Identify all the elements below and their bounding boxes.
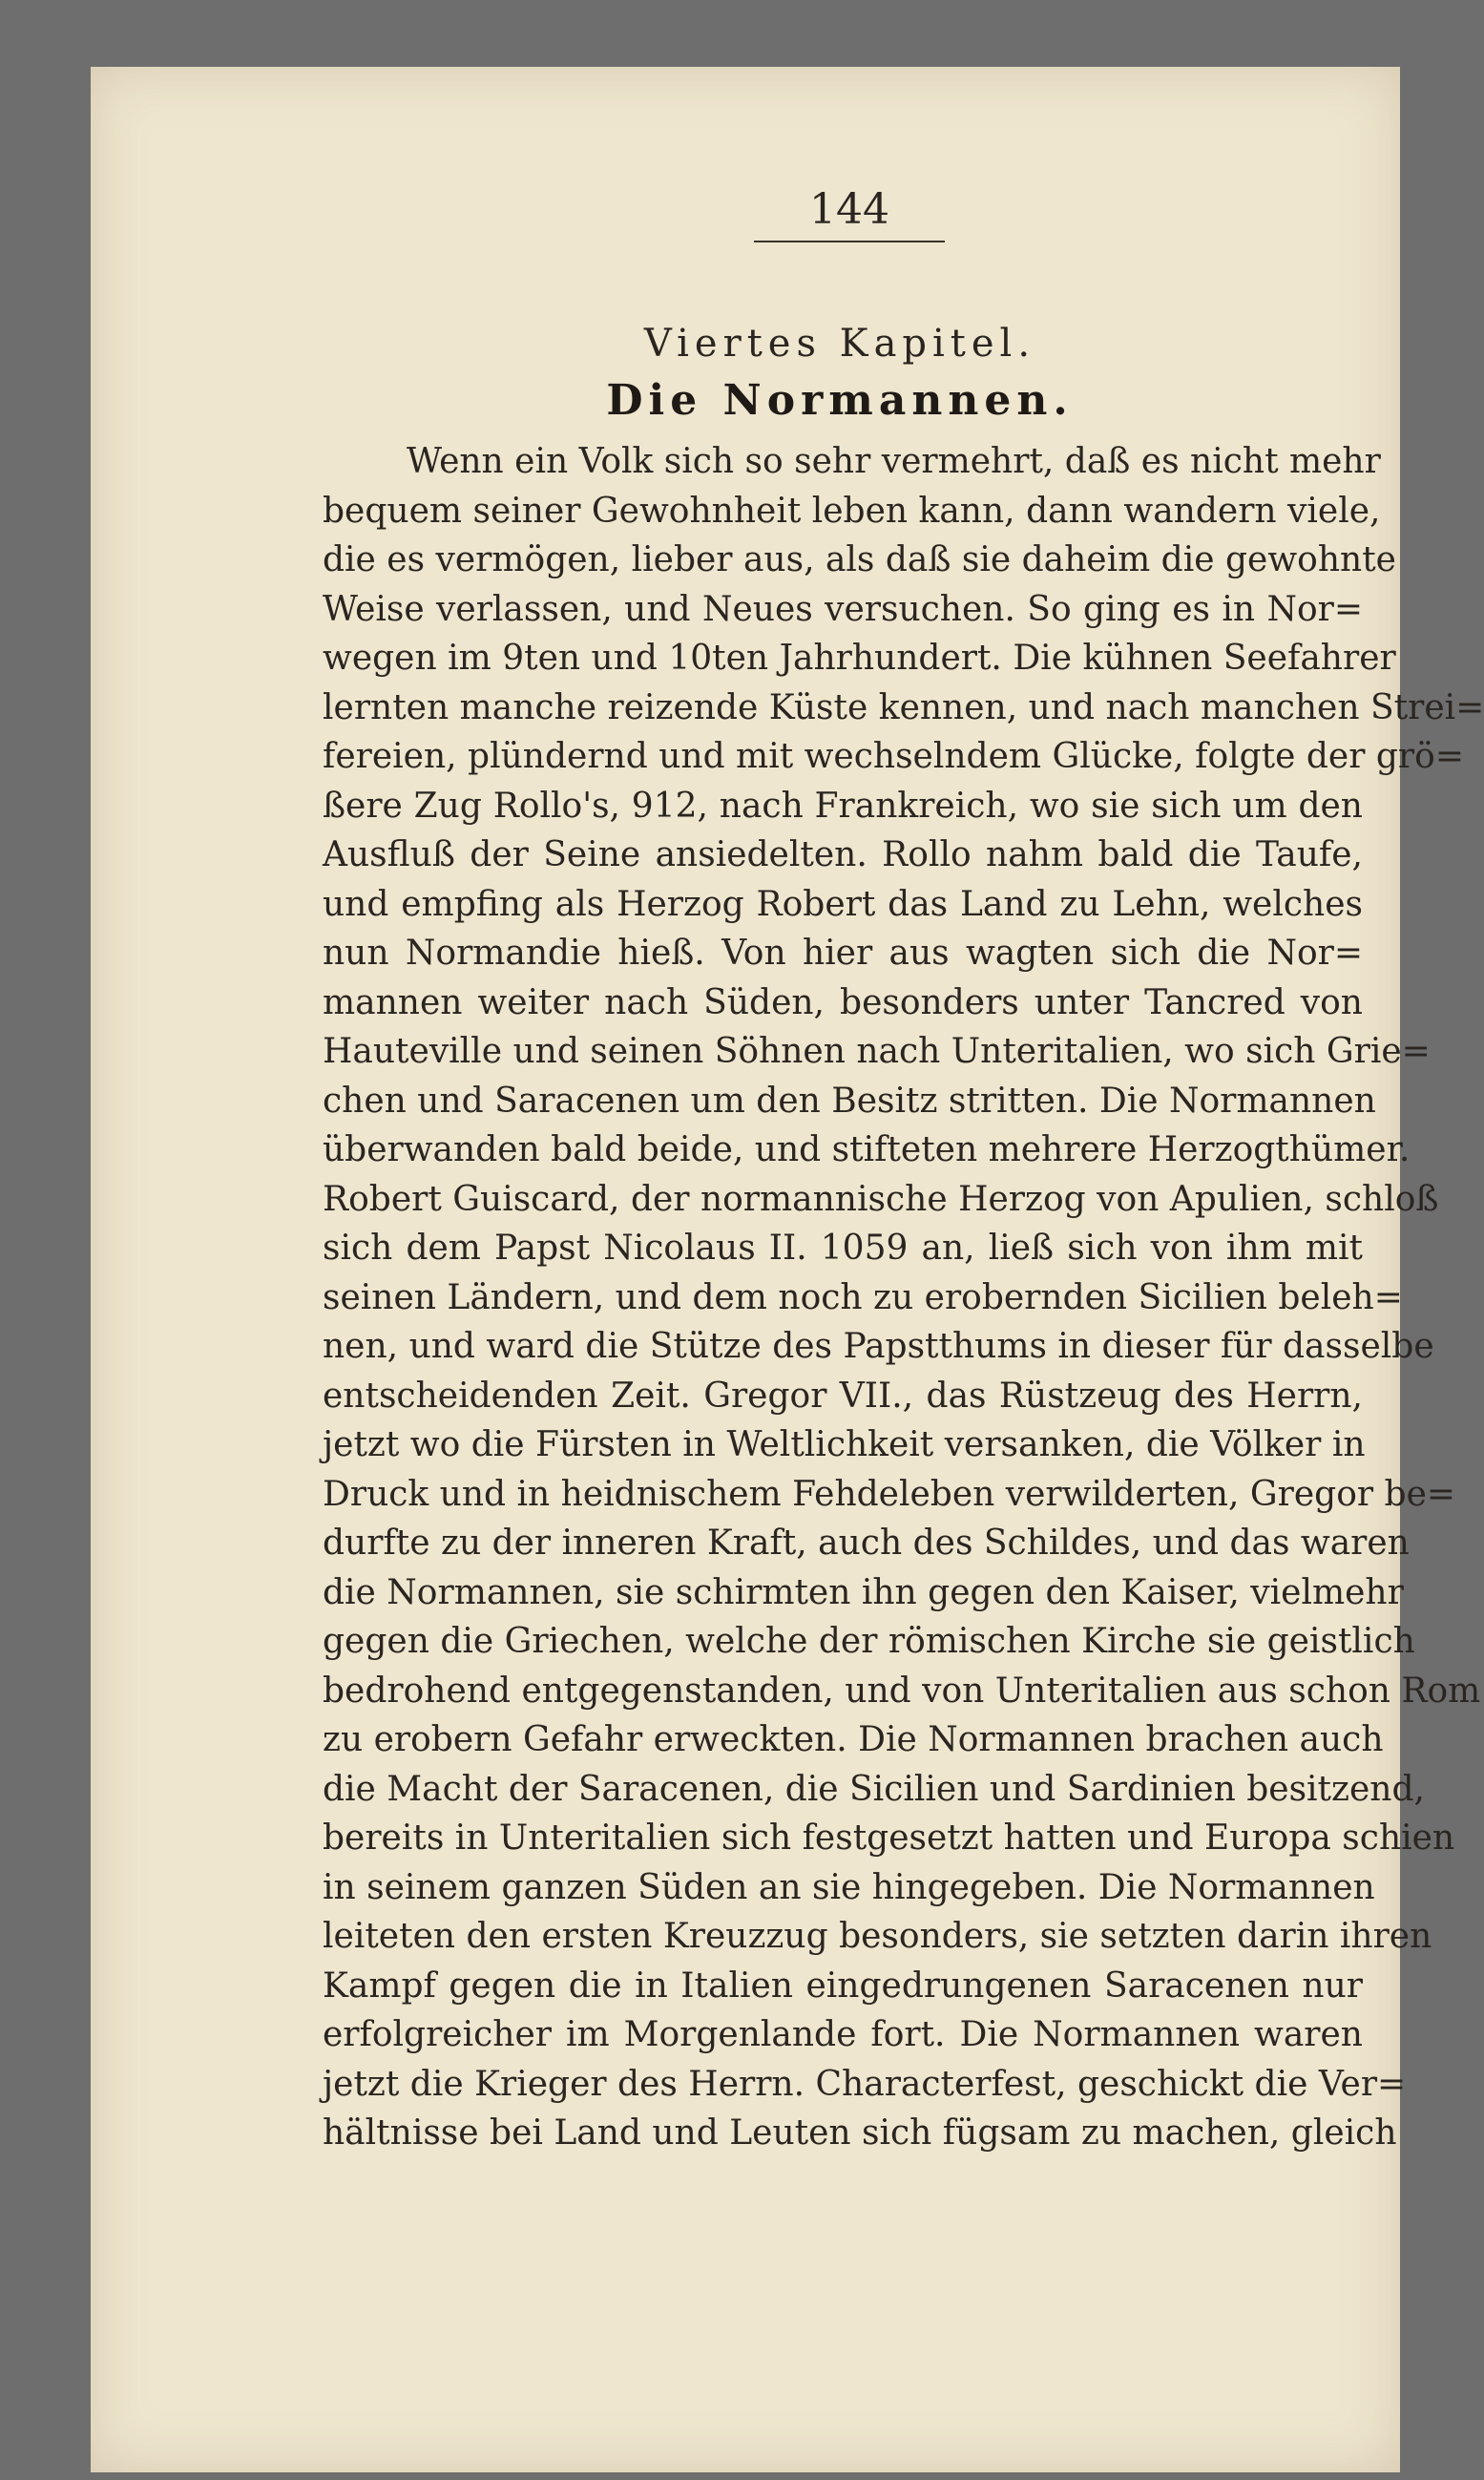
- text-line: und empfing als Herzog Robert das Land zu Lehn, welches: [323, 884, 1363, 924]
- text-line: entscheidenden Zeit. Gregor VII., das Rüstzeug des Herrn,: [323, 1376, 1363, 1416]
- text-line: die es vermögen, lieber aus, als daß sie daheim die gewohnte: [323, 540, 1396, 579]
- text-line: Ausfluß der Seine ansiedelten. Rollo nahm bald die Taufe,: [323, 835, 1363, 874]
- text-line: erfolgreicher im Morgenlande fort. Die Normannen waren: [323, 2015, 1363, 2054]
- text-line: leiteten den ersten Kreuzzug besonders, sie setzten darin ihren: [323, 1917, 1432, 1956]
- page-number-rule: [754, 241, 945, 242]
- text-line: Wenn ein Volk sich so sehr vermehrt, daß es nicht mehr: [407, 442, 1381, 481]
- text-line: nun Normandie hieß. Von hier aus wagten sich die Nor=: [323, 934, 1363, 973]
- text-line: hältnisse bei Land und Leuten sich fügsam zu machen, gleich: [323, 2113, 1397, 2153]
- text-line: nen, und ward die Stütze des Papstthums in dieser für dasselbe: [323, 1327, 1434, 1366]
- text-line: überwanden bald beide, und stifteten mehrere Herzogthümer.: [323, 1130, 1411, 1169]
- page-number: 144: [809, 185, 889, 234]
- text-line: durfte zu der inneren Kraft, auch des Schildes, und das waren: [323, 1524, 1410, 1563]
- body-text: [323, 437, 1484, 2158]
- text-line: chen und Saracenen um den Besitz stritten. Die Normannen: [323, 1081, 1376, 1121]
- text-line: bequem seiner Gewohnheit leben kann, dann wandern viele,: [323, 491, 1381, 531]
- chapter-title: Die Normannen.: [606, 376, 1074, 425]
- text-line: zu erobern Gefahr erweckten. Die Normannen brachen auch: [323, 1720, 1384, 1759]
- text-line: die Normannen, sie schirmten ihn gegen den Kaiser, vielmehr: [323, 1572, 1404, 1612]
- text-line: bedrohend entgegenstanden, und von Unteritalien aus schon Rom: [323, 1671, 1481, 1711]
- text-line: seinen Ländern, und dem noch zu erobernden Sicilien beleh=: [323, 1277, 1403, 1317]
- text-line: bereits in Unteritalien sich festgesetzt hatten und Europa schien: [323, 1818, 1455, 1858]
- text-line: Robert Guiscard, der normannische Herzog von Apulien, schloß: [323, 1179, 1439, 1219]
- text-line: die Macht der Saracenen, die Sicilien und Sardinien besitzend,: [323, 1769, 1425, 1809]
- chapter-heading: Viertes Kapitel.: [643, 322, 1036, 366]
- text-line: wegen im 9ten und 10ten Jahrhundert. Die kühnen Seefahrer: [323, 639, 1396, 678]
- text-line: sich dem Papst Nicolaus II. 1059 an, ließ sich von ihm mit: [323, 1229, 1363, 1268]
- text-line: lernten manche reizende Küste kennen, und nach manchen Strei=: [323, 687, 1484, 727]
- text-line: gegen die Griechen, welche der römischen Kirche sie geistlich: [323, 1622, 1415, 1661]
- text-line: fereien, plündernd und mit wechselndem Glücke, folgte der grö=: [323, 737, 1464, 776]
- text-line: Weise verlassen, und Neues versuchen. So ging es in Nor=: [323, 589, 1363, 629]
- text-line: jetzt wo die Fürsten in Weltlichkeit versanken, die Völker in: [323, 1425, 1366, 1464]
- text-line: mannen weiter nach Süden, besonders unter Tancred von: [323, 982, 1363, 1022]
- text-line: Druck und in heidnischem Fehdeleben verwilderten, Gregor be=: [323, 1474, 1456, 1514]
- text-line: in seinem ganzen Süden an sie hingegeben. Die Normannen: [323, 1867, 1375, 1907]
- text-line: Kampf gegen die in Italien eingedrungenen Saracenen nur: [323, 1965, 1363, 2006]
- text-line: jetzt die Krieger des Herrn. Characterfest, geschickt die Ver=: [323, 2064, 1407, 2104]
- text-line: Hauteville und seinen Söhnen nach Unteritalien, wo sich Grie=: [323, 1032, 1431, 1071]
- text-line: ßere Zug Rollo's, 912, nach Frankreich, wo sie sich um den: [323, 786, 1363, 826]
